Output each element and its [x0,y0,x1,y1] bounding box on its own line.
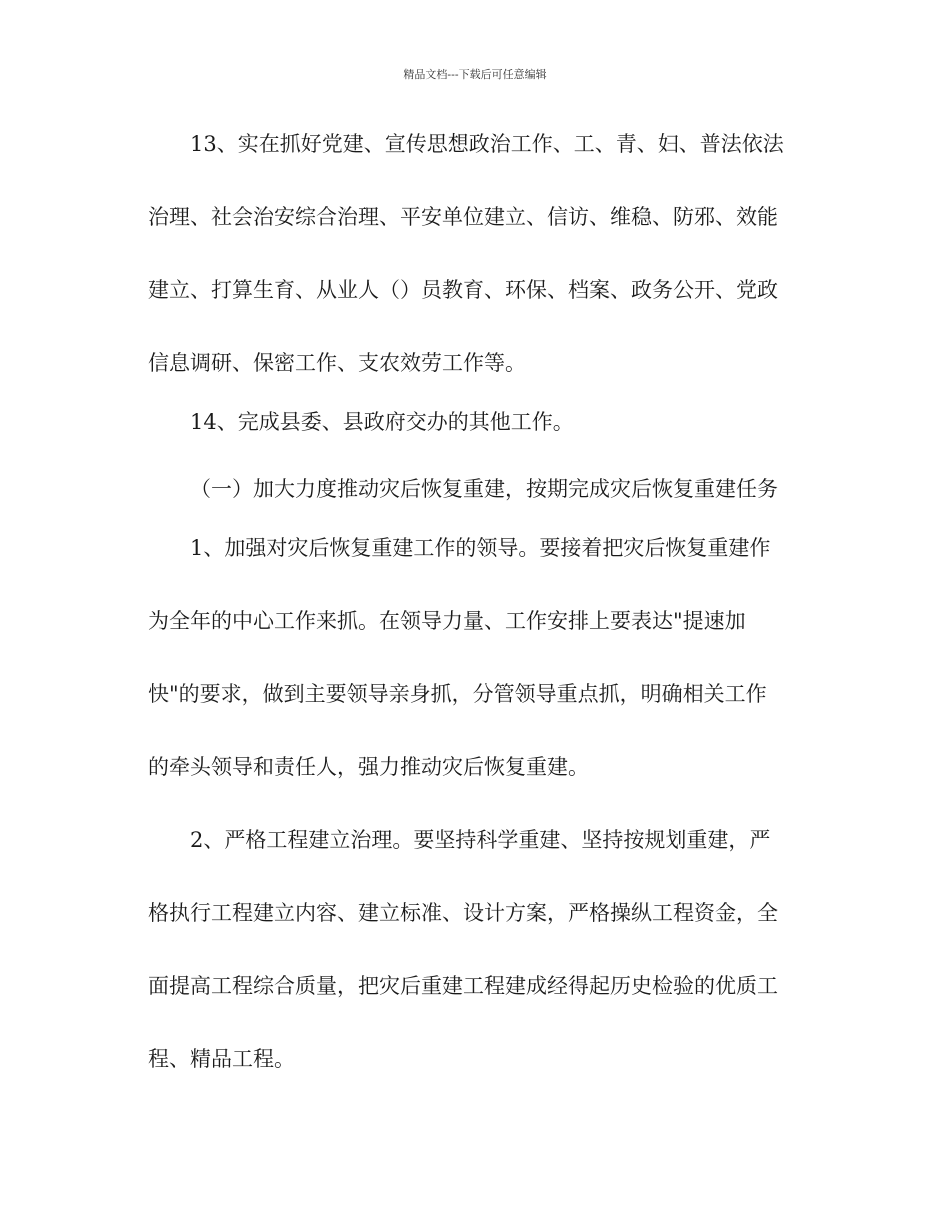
text-line: 13、实在抓好党建、宣传思想政治工作、工、青、妇、普法依法 [190,132,784,156]
text-line: 1、加强对灾后恢复重建工作的领导。要接着把灾后恢复重建作 [190,536,771,560]
page-header: 精品文档---下载后可任意编辑 [403,68,547,81]
document-body-continued [148,386,808,519]
text-line: 面提高工程综合质量，把灾后重建工程建成经得起历史检验的优质工 [148,974,778,998]
text-line: 格执行工程建立内容、建立标准、设计方案，严格操纵工程资金，全 [148,901,778,925]
text-line: 程、精品工程。 [148,1047,295,1071]
text-line: 2、严格工程建立治理。要坚持科学重建、坚持按规划重建，严 [190,828,771,852]
text-line: 为全年的中心工作来抓。在领导力量、工作安排上要表达"提速加 [148,609,746,633]
text-line: 14、完成县委、县政府交办的其他工作。 [190,410,574,434]
text-line: 治理、社会治安综合治理、平安单位建立、信访、维稳、防邪、效能 [148,205,778,229]
text-line: 快"的要求，做到主要领导亲身抓，分管领导重点抓，明确相关工作 [148,682,767,706]
text-line: 信息调研、保密工作、支农效劳工作等。 [148,351,526,375]
text-line: 的牵头领导和责任人，强力推动灾后恢复重建。 [148,755,589,779]
text-line: （一）加大力度推动灾后恢复重建，按期完成灾后恢复重建任务 [190,477,778,501]
document-body [148,108,808,400]
document-body-section [148,512,808,1096]
text-line: 建立、打算生育、从业人（）员教育、环保、档案、政务公开、党政 [148,278,778,302]
